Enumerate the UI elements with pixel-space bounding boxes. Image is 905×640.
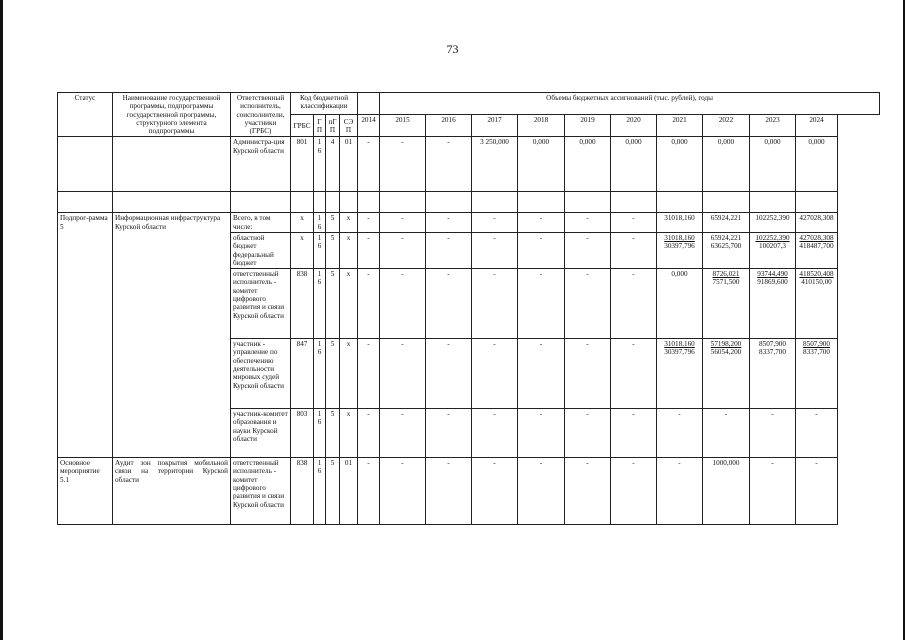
cell-name	[113, 137, 231, 192]
cell-2015: -	[380, 409, 426, 458]
value-federal: 8337,700	[759, 348, 786, 357]
value-regional: 8726,021	[712, 270, 740, 279]
cell-2017: -	[472, 232, 518, 268]
cell-code-gp: 16	[314, 339, 326, 409]
value-regional: 102252,390	[755, 233, 790, 242]
cell-2015: -	[380, 458, 426, 525]
cell-name: Информационная инфраструктура Курской области	[113, 213, 231, 458]
cell-2016: -	[426, 232, 472, 268]
cell-code-sep: х	[340, 232, 358, 268]
cell-2022: 0,000	[703, 137, 750, 192]
cell-code-gp: 16	[314, 232, 326, 268]
cell-2014: -	[358, 339, 380, 409]
cell-2019: -	[565, 339, 611, 409]
cell-2019: -	[565, 232, 611, 268]
value-regional: 93744,490	[757, 270, 788, 279]
cell-code-grbs: 838	[291, 458, 314, 525]
cell-2023	[750, 339, 796, 409]
cell-code-pgp: 5	[326, 232, 340, 268]
cell-2024	[796, 269, 838, 339]
cell-code-gp: 16	[314, 409, 326, 458]
cell-2016: -	[426, 269, 472, 339]
header-code-group: Код бюджетной классификации	[291, 93, 358, 115]
cell-2022	[703, 269, 750, 339]
cell-2014: -	[358, 137, 380, 192]
cell-2018: -	[518, 409, 565, 458]
table-row	[58, 137, 880, 192]
cell-code-pgp: 5	[326, 458, 340, 525]
header-code-grbs: ГРБС	[291, 115, 314, 137]
cell-2017: -	[472, 213, 518, 233]
cell-name: Аудит зон покрытия мобильной связи на территории Курской области	[113, 458, 231, 525]
cell-2014: -	[358, 232, 380, 268]
cell-code-pgp: 5	[326, 409, 340, 458]
cell-2017: -	[472, 409, 518, 458]
value-regional: 427028,308	[799, 233, 834, 242]
value-regional: 57198,200	[710, 340, 742, 349]
header-year-2019: 2019	[565, 115, 611, 137]
cell-2014: -	[358, 458, 380, 525]
value-federal: 418487,700	[799, 242, 834, 251]
cell-2019: -	[565, 213, 611, 233]
cell-2021	[657, 269, 703, 339]
cell-code-sep: х	[340, 213, 358, 233]
cell-2018: -	[518, 213, 565, 233]
cell-2018: -	[518, 232, 565, 268]
cell-2018: -	[518, 458, 565, 525]
page-number: 73	[446, 42, 459, 56]
cell-2022: -	[703, 409, 750, 458]
value-federal: 100207,3	[759, 242, 786, 251]
cell-code-sep: х	[340, 269, 358, 339]
cell-code-pgp: 5	[326, 213, 340, 233]
header-spacer	[358, 93, 380, 115]
cell-status	[58, 137, 113, 192]
cell-2024: 0,000	[796, 137, 838, 192]
cell-code-sep: х	[340, 409, 358, 458]
cell-2022: 1000,000	[703, 458, 750, 525]
value-federal: 56054,200	[710, 348, 742, 357]
value-regional: 31018,160	[664, 340, 695, 349]
cell-code-grbs: х	[291, 213, 314, 233]
cell-2017: 3 250,000	[472, 137, 518, 192]
cell-2023: -	[750, 409, 796, 458]
cell-2020: -	[611, 458, 657, 525]
value-regional: 65924,221	[710, 233, 742, 242]
header-year-2021: 2021	[657, 115, 703, 137]
header-year-2024: 2024	[796, 115, 838, 137]
cell-status: Подпрог-рамма 5	[58, 213, 113, 458]
cell-2023	[750, 232, 796, 268]
header-year-2016: 2016	[426, 115, 472, 137]
cell-code-grbs: х	[291, 232, 314, 268]
cell-2019: -	[565, 409, 611, 458]
cell-2014: -	[358, 269, 380, 339]
cell-code-sep: 01	[340, 458, 358, 525]
table-row	[58, 213, 880, 233]
value-regional: 418520,408	[799, 270, 834, 279]
scan-edge-left	[0, 0, 3, 640]
cell-2023: 102252,390	[750, 213, 796, 233]
cell-2023	[750, 269, 796, 339]
value-federal: 30397,796	[664, 348, 695, 357]
cell-2015: -	[380, 269, 426, 339]
cell-2016: -	[426, 339, 472, 409]
cell-status: Основное мероприятие 5.1	[58, 458, 113, 525]
cell-2020: -	[611, 339, 657, 409]
value-regional: 8507,900	[759, 340, 786, 349]
cell-2024: 427028,308	[796, 213, 838, 233]
cell-2021	[657, 339, 703, 409]
cell-2024: -	[796, 409, 838, 458]
cell-2019: 0,000	[565, 137, 611, 192]
cell-2021: 0,000	[657, 137, 703, 192]
cell-2024	[796, 232, 838, 268]
cell-executor: ответственный исполнитель - комитет цифрового развития и связи Курской области	[231, 458, 291, 525]
cell-2021: 31018,160	[657, 213, 703, 233]
cell-2023: 0,000	[750, 137, 796, 192]
cell-2016: -	[426, 137, 472, 192]
cell-2022	[703, 232, 750, 268]
cell-2018: -	[518, 339, 565, 409]
cell-2022	[703, 339, 750, 409]
cell-code-grbs: 801	[291, 137, 314, 192]
cell-2024	[796, 339, 838, 409]
table-row	[58, 458, 880, 525]
value-regional: 31018,160	[664, 233, 695, 242]
cell-2017: -	[472, 339, 518, 409]
cell-2022: 65924,221	[703, 213, 750, 233]
cell-2014: -	[358, 409, 380, 458]
cell-2020: -	[611, 213, 657, 233]
header-code-pgp: пГП	[326, 115, 340, 137]
cell-2021	[657, 232, 703, 268]
cell-code-gp: 16	[314, 137, 326, 192]
header-status: Статус	[58, 93, 113, 137]
cell-executor: Всего, в том числе:	[231, 213, 291, 233]
cell-2015: -	[380, 339, 426, 409]
cell-code-grbs: 803	[291, 409, 314, 458]
header-year-2018: 2018	[518, 115, 565, 137]
cell-2016: -	[426, 409, 472, 458]
cell-code-pgp: 5	[326, 339, 340, 409]
cell-code-gp: 16	[314, 458, 326, 525]
cell-code-sep: 01	[340, 137, 358, 192]
value-regional: 0,000	[671, 270, 688, 279]
cell-2020: 0,000	[611, 137, 657, 192]
cell-2014: -	[358, 213, 380, 233]
value-federal: 8337,700	[803, 348, 830, 357]
header-row-1	[58, 93, 880, 115]
cell-2020: -	[611, 269, 657, 339]
cell-2017: -	[472, 269, 518, 339]
cell-2016: -	[426, 213, 472, 233]
value-federal: 7571,500	[712, 278, 740, 287]
value-federal: 30397,796	[664, 242, 695, 251]
cell-code-pgp: 5	[326, 269, 340, 339]
cell-2015: -	[380, 232, 426, 268]
cell-2015: -	[380, 137, 426, 192]
header-code-sep: СЭП	[340, 115, 358, 137]
header-year-2017: 2017	[472, 115, 518, 137]
table-row-gap	[58, 192, 880, 213]
cell-2021: -	[657, 458, 703, 525]
cell-executor: Администра-ция Курской области	[231, 137, 291, 192]
cell-code-gp: 16	[314, 213, 326, 233]
cell-2017: -	[472, 458, 518, 525]
cell-executor: ответственный исполнитель - комитет цифрового развития и связи Курской области	[231, 269, 291, 339]
header-name: Наименование государственной программы, подпрограммы государственной программы, структурного элемента подпрограммы	[113, 93, 231, 137]
cell-2020: -	[611, 232, 657, 268]
header-code-gp: ГП	[314, 115, 326, 137]
cell-code-grbs: 847	[291, 339, 314, 409]
cell-code-sep: х	[340, 339, 358, 409]
cell-2018: 0,000	[518, 137, 565, 192]
header-year-2023: 2023	[750, 115, 796, 137]
header-year-2014: 2014	[358, 115, 380, 137]
cell-code-grbs: 838	[291, 269, 314, 339]
value-federal: 91869,600	[757, 278, 788, 287]
header-volume-group: Объемы бюджетных ассигнований (тыс. рублей), годы	[380, 93, 880, 115]
value-regional: 8507,900	[803, 340, 830, 349]
header-year-2020: 2020	[611, 115, 657, 137]
header-executor: Ответственный исполнитель, соисполнители, участники (ГРБС)	[231, 93, 291, 137]
header-year-2022: 2022	[703, 115, 750, 137]
budget-allocation-table	[57, 92, 880, 525]
value-federal: 410150,00	[801, 278, 832, 287]
cell-code-gp: 16	[314, 269, 326, 339]
cell-2024: -	[796, 458, 838, 525]
header-year-2015: 2015	[380, 115, 426, 137]
cell-2019: -	[565, 269, 611, 339]
cell-2023: -	[750, 458, 796, 525]
cell-2020: -	[611, 409, 657, 458]
cell-2019: -	[565, 458, 611, 525]
value-federal: 63625,700	[710, 242, 742, 251]
cell-2016: -	[426, 458, 472, 525]
cell-2018: -	[518, 269, 565, 339]
cell-executor: участник-комитет образования и науки Курской области	[231, 409, 291, 458]
cell-2021: -	[657, 409, 703, 458]
cell-executor: областной бюджет федеральный бюджет	[231, 232, 291, 268]
cell-2015: -	[380, 213, 426, 233]
cell-code-pgp: 4	[326, 137, 340, 192]
cell-executor: участник - управление по обеспечению деятельности мировых судей Курской области	[231, 339, 291, 409]
